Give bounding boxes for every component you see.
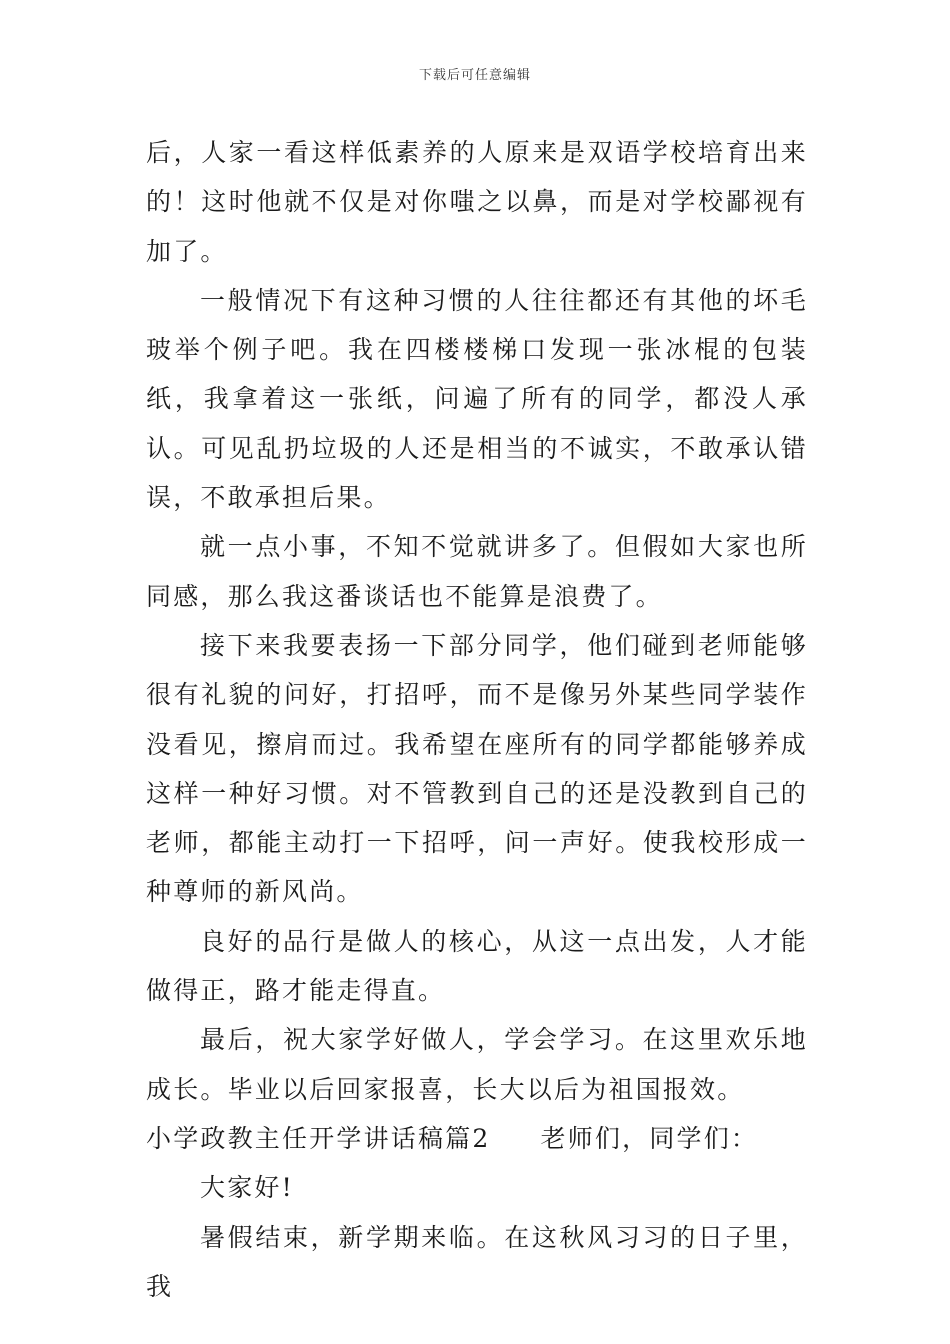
opening-paragraph: 暑假结束，新学期来临。在这秋风习习的日子里，我	[146, 1222, 808, 1301]
paragraph-4: 接下来我要表扬一下部分同学，他们碰到老师能够很有礼貌的问好，打招呼，而不是像另外某些同学装作没看见，擦肩而过。我希望在座所有的同学都能够养成这样一种好习惯。对不管教到自己的还是没教到自己的老师，都能主动打一下招呼，问一声好。使我校形成一种尊师的新风尚。	[146, 630, 808, 907]
paragraph-5: 良好的品行是做人的核心，从这一点出发，人才能做得正，路才能走得直。	[146, 926, 808, 1006]
paragraph-2: 一般情况下有这种习惯的人往往都还有其他的坏毛玻举个例子吧。我在四楼楼梯口发现一张冰棍的包装纸，我拿着这一张纸，问遍了所有的同学，都没人承认。可见乱扔垃圾的人还是相当的不诚实，不敢承认错误，不敢承担后果。	[146, 285, 808, 513]
page-header: 下载后可任意编辑	[418, 68, 531, 83]
paragraph-6: 最后，祝大家学好做人，学会学习。在这里欢乐地成长。毕业以后回家报喜，长大以后为祖国报效。	[146, 1025, 808, 1104]
paragraph-3: 就一点小事，不知不觉就讲多了。但假如大家也所同感，那么我这番谈话也不能算是浪费了。	[146, 532, 808, 611]
document-body	[146, 128, 808, 1311]
greeting: 大家好!	[200, 1173, 294, 1203]
salutation: 老师们，同学们：	[540, 1123, 759, 1153]
section-heading-line	[146, 1114, 808, 1163]
paragraph-1: 后，人家一看这样低素养的人原来是双语学校培育出来的！这时他就不仅是对你嗤之以鼻，而是对学校鄙视有加了。	[146, 138, 808, 266]
section-title: 小学政教主任开学讲话稿篇2	[146, 1123, 491, 1153]
